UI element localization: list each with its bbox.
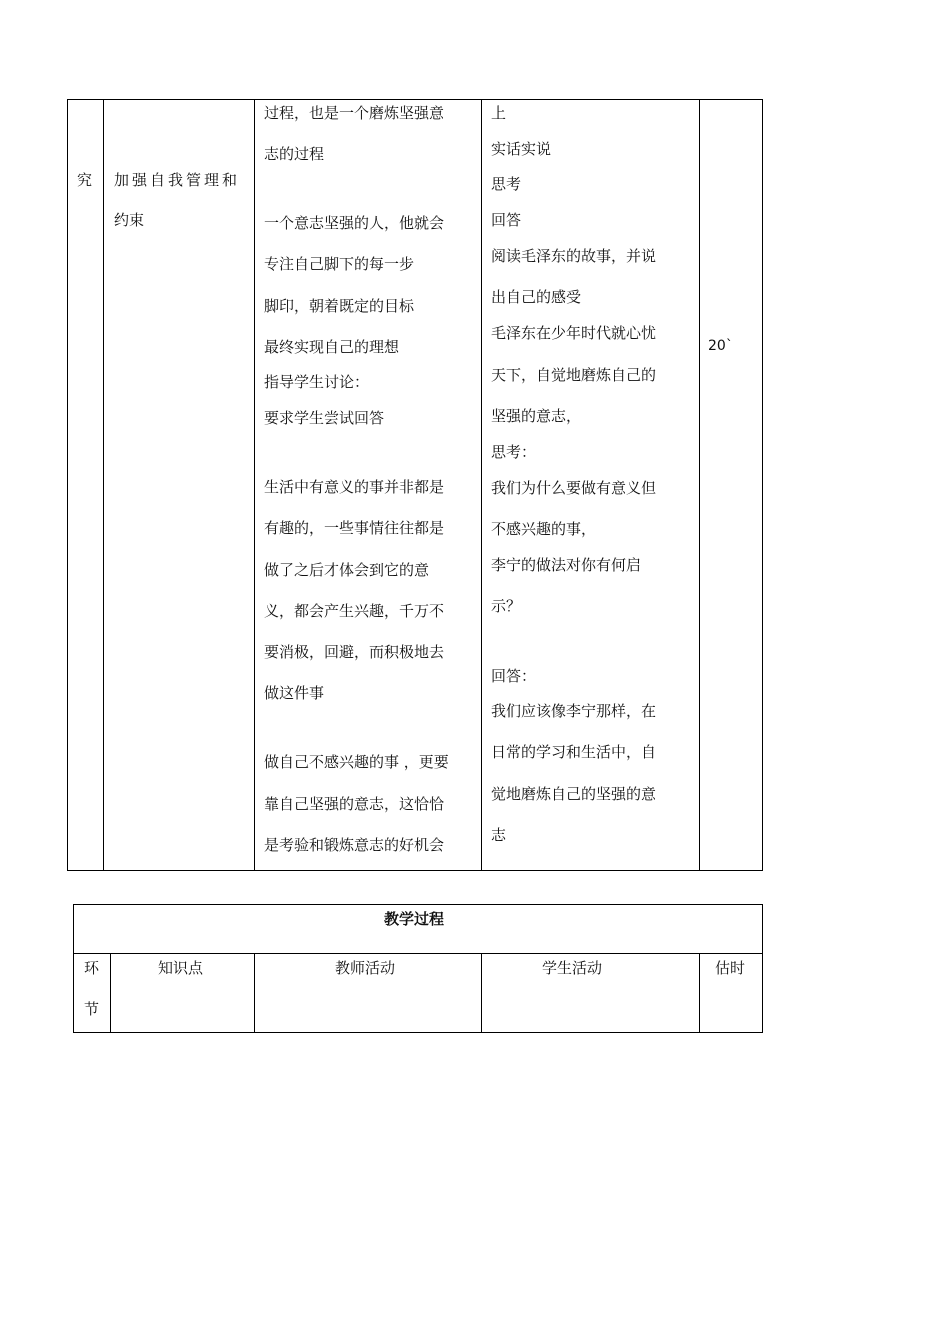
student-line: 上	[491, 104, 507, 122]
student-line: 日常的学习和生活中，自	[491, 743, 657, 761]
knowledge-line: 加强自我管理和	[114, 171, 241, 189]
teacher-line: 生活中有意义的事并非都是	[264, 478, 445, 496]
teacher-line: 靠自己坚强的意志，这恰恰	[264, 795, 445, 813]
table2-col-border	[762, 904, 763, 1033]
table1-bottom-border	[67, 870, 763, 871]
student-line: 出自己的感受	[491, 288, 582, 306]
student-line: 觉地磨炼自己的坚强的意	[491, 785, 657, 803]
teacher-line: 最终实现自己的理想	[264, 338, 400, 356]
time-estimate: 20`	[708, 338, 733, 354]
student-line: 毛泽东在少年时代就心忧	[491, 324, 657, 342]
teacher-line: 义，都会产生兴趣，千万不	[264, 602, 445, 620]
student-line: 回答	[491, 211, 522, 229]
header-stage: 节	[84, 1000, 100, 1018]
teacher-line: 过程，也是一个磨炼坚强意	[264, 104, 445, 122]
student-line: 思考	[491, 175, 522, 193]
table1-col-border	[481, 99, 482, 871]
student-line: 实话实说	[491, 140, 552, 158]
table1-col-border	[699, 99, 700, 871]
teacher-line: 要消极，回避，而积极地去	[264, 643, 445, 661]
teacher-line: 脚印，朝着既定的目标	[264, 297, 415, 315]
knowledge-line: 约束	[114, 211, 145, 229]
table1-col-border	[103, 99, 104, 871]
teacher-line: 做自己不感兴趣的事 ，更要	[264, 753, 449, 771]
table2-top-border	[73, 904, 763, 905]
table2-bottom-border	[73, 1032, 763, 1033]
table2-col-border	[73, 904, 74, 1033]
student-line: 不感兴趣的事，	[491, 520, 597, 538]
teacher-line: 专注自己脚下的每一步	[264, 255, 415, 273]
teacher-line: 有趣的，一些事情往往都是	[264, 519, 445, 537]
header-knowledge: 知识点	[158, 959, 204, 977]
teacher-line: 志的过程	[264, 145, 325, 163]
table2-col-border	[481, 953, 482, 1033]
student-line: 坚强的意志，	[491, 407, 582, 425]
header-student-activity: 学生活动	[542, 959, 603, 977]
student-line: 我们为什么要做有意义但	[491, 479, 657, 497]
student-line: 示？	[491, 597, 522, 615]
stage-cell: 究	[77, 171, 93, 189]
table2-col-border	[110, 953, 111, 1033]
table2-col-border	[699, 953, 700, 1033]
table1-col-border	[762, 99, 763, 871]
header-teacher-activity: 教师活动	[335, 959, 396, 977]
table1-top-border	[67, 99, 763, 100]
table1-col-border	[67, 99, 68, 871]
student-line: 志	[491, 826, 507, 844]
student-line: 天下，自觉地磨炼自己的	[491, 366, 657, 384]
student-line: 思考：	[491, 443, 537, 461]
table-title: 教学过程	[384, 910, 445, 928]
student-line: 阅读毛泽东的故事，并说	[491, 247, 657, 265]
student-line: 我们应该像李宁那样，在	[491, 702, 657, 720]
student-line: 回答：	[491, 667, 537, 685]
teacher-line: 做了之后才体会到它的意	[264, 561, 430, 579]
table2-col-border	[254, 953, 255, 1033]
teacher-line: 是考验和锻炼意志的好机会	[264, 836, 445, 854]
teacher-line: 要求学生尝试回答	[264, 409, 385, 427]
header-time: 估时	[715, 959, 746, 977]
student-line: 李宁的做法对你有何启	[491, 556, 642, 574]
teacher-line: 做这件事	[264, 684, 325, 702]
teacher-line: 一个意志坚强的人，他就会	[264, 214, 445, 232]
table2-header-divider	[73, 953, 763, 954]
table1-col-border	[254, 99, 255, 871]
teacher-line: 指导学生讨论：	[264, 373, 370, 391]
header-stage: 环	[84, 959, 100, 977]
